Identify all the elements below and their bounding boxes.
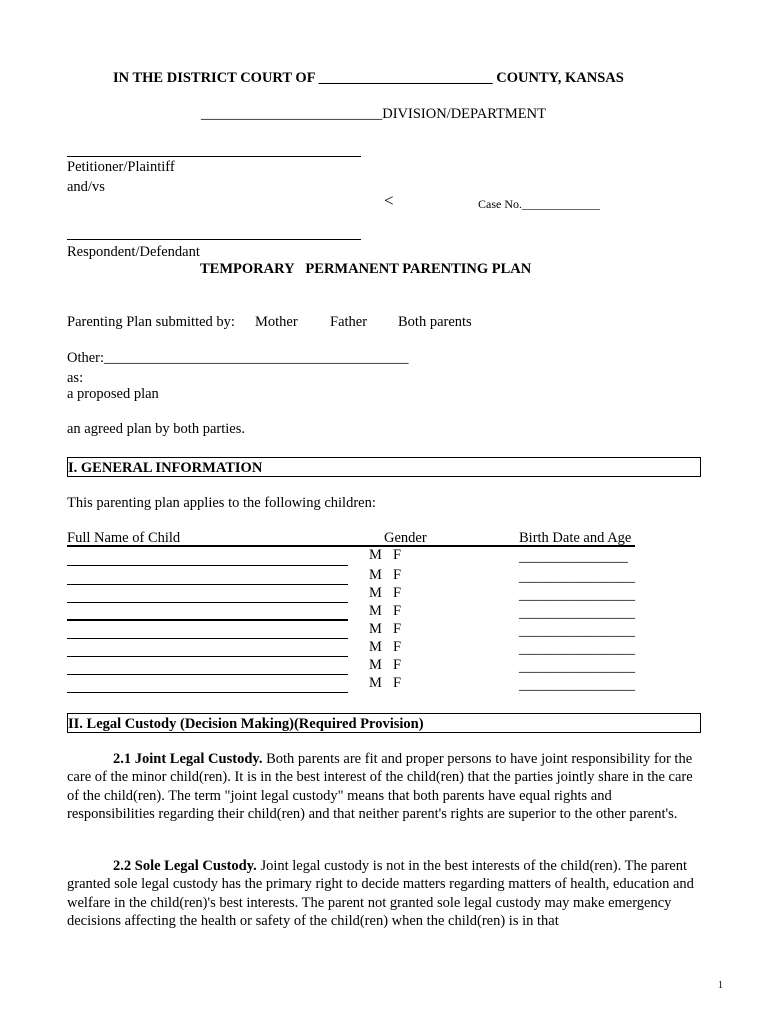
section-2-heading-text: II. Legal Custody (Decision Making)(Required Provision) <box>68 716 424 732</box>
birth-date-blank[interactable]: ________________ <box>519 641 635 657</box>
col-header-name: Full Name of Child <box>67 530 181 546</box>
respondent-label: Respondent/Defendant <box>67 244 200 260</box>
sole-legal-custody-text: Joint legal custody is not in the best interests of the child(ren). The parent granted sole legal custody has the primary right to decide matters regarding matters of health, education and welfare in the child(ren)'s best interests. The parent not granted sole legal custody may make emergency decisions affecting the health or safety of the child(ren) when the child(ren) is in that <box>67 858 694 929</box>
children-intro: This parenting plan applies to the following children: <box>67 495 376 511</box>
temporary-option[interactable]: TEMPORARY <box>200 261 295 277</box>
gender-option-m[interactable]: M <box>369 621 382 637</box>
sole-legal-custody-title[interactable]: 2.2 Sole Legal Custody. <box>113 858 257 874</box>
joint-legal-custody-title[interactable]: 2.1 Joint Legal Custody. <box>113 751 263 767</box>
option-both-parents[interactable]: Both parents <box>398 314 472 330</box>
child-name-line[interactable] <box>67 656 348 657</box>
case-number-field[interactable] <box>478 198 600 210</box>
division-line <box>201 107 546 122</box>
birth-date-blank[interactable]: ________________ <box>519 569 635 585</box>
respondent-name-line[interactable] <box>67 239 361 240</box>
petitioner-name-line[interactable] <box>67 156 361 157</box>
and-vs-label: and/vs <box>67 179 105 195</box>
gender-option-f[interactable]: F <box>393 657 402 673</box>
gender-option-m[interactable]: M <box>369 603 382 619</box>
child-name-line[interactable] <box>67 638 348 639</box>
gender-option-f[interactable]: F <box>393 621 402 637</box>
option-agreed-plan[interactable]: an agreed plan by both parties. <box>67 421 245 437</box>
gender-option-f[interactable]: F <box>393 547 402 563</box>
section-1-heading-text: I. GENERAL INFORMATION <box>68 460 263 476</box>
joint-legal-custody-paragraph <box>67 750 703 823</box>
plan-title <box>200 262 531 277</box>
gender-option-f[interactable]: F <box>393 675 402 691</box>
birth-date-blank[interactable]: ________________ <box>519 623 635 639</box>
child-name-line[interactable] <box>67 584 348 585</box>
birth-date-blank[interactable]: _______________ <box>519 549 628 565</box>
court-prefix: IN THE DISTRICT COURT OF <box>113 70 316 86</box>
birth-date-blank[interactable]: ________________ <box>519 605 635 621</box>
gender-option-m[interactable]: M <box>369 657 382 673</box>
table-header-underline <box>67 545 635 547</box>
birth-date-blank[interactable]: ________________ <box>519 659 635 675</box>
court-suffix: COUNTY, KANSAS <box>496 70 624 86</box>
gender-option-m[interactable]: M <box>369 675 382 691</box>
gender-option-m[interactable]: M <box>369 639 382 655</box>
court-header <box>113 71 624 86</box>
child-name-line[interactable] <box>67 692 348 693</box>
other-field[interactable] <box>67 351 409 366</box>
col-header-birth: Birth Date and Age <box>519 530 632 546</box>
option-father[interactable]: Father <box>330 314 368 330</box>
birth-date-blank[interactable]: ________________ <box>519 587 635 603</box>
division-blank[interactable]: _________________________ <box>201 106 383 122</box>
submitted-by-label: Parenting Plan submitted by: <box>67 314 235 330</box>
birth-date-blank[interactable]: ________________ <box>519 677 635 693</box>
case-no-label: Case No. <box>478 197 522 211</box>
other-blank[interactable]: __________________________________________ <box>104 350 409 366</box>
joint-legal-custody-text: Both parents are fit and proper persons to have joint responsibility for the care of the minor child(ren). It is in the best interest of the child(ren) that the parties jointly share in the care of the child(ren). The term "joint legal custody" means that both parents have equal rights and responsibilities regarding their child(ren) and that neither parent's rights are superior to the other parent's. <box>67 751 693 822</box>
other-label: Other: <box>67 350 105 366</box>
sole-legal-custody-paragraph <box>67 857 703 930</box>
option-mother[interactable]: Mother <box>255 314 298 330</box>
gender-option-m[interactable]: M <box>369 567 382 583</box>
child-name-line[interactable] <box>67 619 348 621</box>
gender-option-f[interactable]: F <box>393 639 402 655</box>
section-1-heading <box>67 457 701 477</box>
child-name-line[interactable] <box>67 674 348 675</box>
county-blank[interactable]: ________________________ <box>318 70 493 86</box>
gender-option-m[interactable]: M <box>369 585 382 601</box>
gender-option-m[interactable]: M <box>369 547 382 563</box>
child-name-line[interactable] <box>67 602 348 603</box>
as-label: as: <box>67 370 84 386</box>
case-no-blank[interactable]: _____________ <box>522 197 600 211</box>
bracket-symbol: < <box>384 191 394 210</box>
division-label: DIVISION/DEPARTMENT <box>382 106 546 122</box>
gender-option-f[interactable]: F <box>393 567 402 583</box>
option-proposed-plan[interactable]: a proposed plan <box>67 386 159 402</box>
gender-option-f[interactable]: F <box>393 603 402 619</box>
permanent-option[interactable]: PERMANENT PARENTING PLAN <box>305 261 532 277</box>
petitioner-label: Petitioner/Plaintiff <box>67 159 175 175</box>
child-name-line[interactable] <box>67 565 348 566</box>
gender-option-f[interactable]: F <box>393 585 402 601</box>
page-number: 1 <box>718 980 723 991</box>
col-header-gender: Gender <box>384 530 427 546</box>
section-2-heading <box>67 713 701 733</box>
